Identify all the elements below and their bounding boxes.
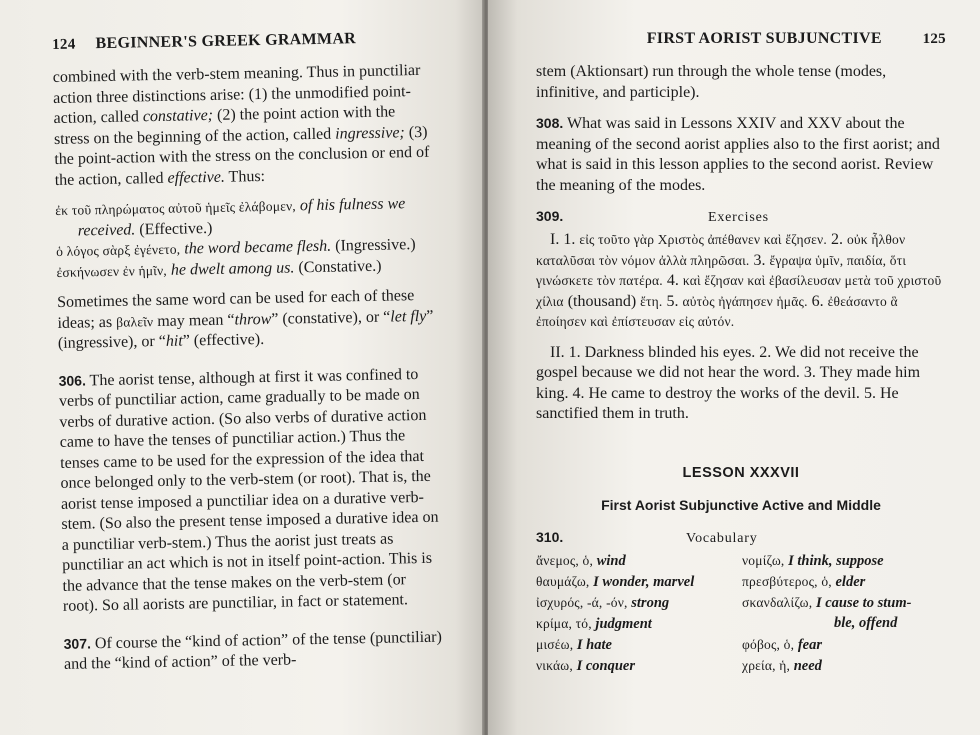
- vocab-item: ἰσχυρός, -ά, -όν, strong: [536, 594, 670, 611]
- vocab-item: νομίζω, I think, suppose: [742, 552, 884, 569]
- vocab-item: ἄνεμος, ὁ, wind: [536, 552, 626, 569]
- running-title: FIRST AORIST SUBJUNCTIVE: [646, 30, 882, 47]
- section-number: 308.: [536, 115, 564, 131]
- vocab-item: μισέω, I hate: [536, 636, 612, 653]
- lesson-title: LESSON XXXVII: [682, 464, 800, 481]
- exercise-part-2: II. 1. Darkness blinded his eyes. 2. We did not receive the gospel because we did not hear the word. 3. They made him king. 4. He came to destroy the works of the devil. 5. He sanctified them in truth.: [536, 343, 921, 422]
- sometimes-paragraph: Sometimes the same word can be used for each of these ideas; as βαλεῖν may mean “throw” (constative), or “let fly” (ingressive), or “hit” (effective).: [56, 287, 434, 352]
- left-page: [0, 0, 484, 735]
- section-308: 308. What was said in Lessons XXIV and XXV about the meaning of the second aorist applies also to the first aorist; and what is said in this lesson applies to the second aorist. Review the meaning of the modes.: [536, 115, 940, 194]
- vocab-item: σκανδαλίζω, I cause to stum-: [742, 594, 912, 611]
- vocab-item: χρεία, ἡ, need: [742, 657, 822, 674]
- exercises-heading: [536, 208, 946, 226]
- vocabulary-list: [536, 551, 946, 676]
- example-line: ὁ λόγος σὰρξ ἐγένετο, the word became flesh. (Ingressive.): [55, 236, 416, 259]
- example-line: ἐσκήνωσεν ἐν ἡμῖν, he dwelt among us. (Constative.): [56, 257, 382, 280]
- page-number: 125: [922, 31, 946, 47]
- right-page: [488, 0, 980, 735]
- vocab-item: νικάω, I conquer: [536, 657, 636, 674]
- running-title: BEGINNER'S GREEK GRAMMAR: [95, 30, 357, 53]
- exercise-part-1: I. 1. εἰς τοῦτο γὰρ Χριστὸς ἀπέθανεν καὶ ἔζησεν. 2. οὐκ ἦλθον καταλῦσαι τὸν νόμον ἀλλὰ πληρῶσαι. 3. ἔγραψα ὑμῖν, παιδία, ὅτι γινώσκετε τὸν πατέρα. 4. καὶ ἔζησαν καὶ ἐβασίλευσαν μετὰ τοῦ χριστοῦ χίλια (thousand) ἔτη. 5. αὐτὸς ἠγάπησεν ἡμᾶς. 6. ἐθεάσαντο ἃ ἐποίησεν καὶ ἐπίστευσαν εἰς αὐτόν.: [536, 231, 942, 329]
- vocab-item: φόβος, ὁ, fear: [742, 636, 822, 653]
- page-number: 124: [52, 36, 76, 53]
- section-number: 309.: [536, 208, 564, 224]
- vocab-item-continuation: ble, offend: [834, 614, 898, 631]
- left-running-head: [52, 29, 432, 54]
- vocab-item: θαυμάζω, I wonder, marvel: [536, 573, 695, 590]
- section-title: Vocabulary: [686, 530, 758, 546]
- lesson-subtitle: First Aorist Subjunctive Active and Middle: [601, 496, 881, 513]
- continued-paragraph: stem (Aktionsart) run through the whole tense (modes, infinitive, and participle).: [536, 63, 887, 101]
- section-307: 307. Of course the “kind of action” of the tense (punctiliar) and the “kind of action” of the verb-: [63, 628, 442, 673]
- vocab-item: κρίμα, τό, judgment: [536, 615, 652, 632]
- left-page-content: [52, 29, 444, 676]
- vocab-item: πρεσβύτερος, ὁ, elder: [742, 573, 866, 590]
- section-number: 310.: [536, 528, 564, 545]
- section-title: Exercises: [708, 210, 769, 225]
- right-running-head: [536, 30, 946, 48]
- section-number: 306.: [58, 371, 87, 389]
- section-number: 307.: [63, 634, 92, 652]
- intro-paragraph: combined with the verb-stem meaning. Thus in punctiliar action three distinctions arise: (1) the unmodified point-action, called constative; (2) the point action with the stress on the beginning of the action, called ingressive; (3) the point-action with the stress on the conclusion or end of the action, called effective. Thus:: [52, 61, 430, 189]
- right-page-content: [536, 30, 946, 676]
- vocabulary-heading: [536, 529, 946, 547]
- section-306: 306. The aorist tense, although at first it was confined to verbs of punctiliar action, came gradually to be made on verbs of durative action. (So also verbs of durative action came to have the tenses of punctiliar action.) Thus the tenses came to be used for the expression of the idea that once belonged only to the verb-stem (or root). That is, the aorist tense imposed a punctiliar idea on a durative verb-stem. (So also the present tense imposed a durative idea on a punctiliar verb-stem.) Thus the aorist just treats as punctiliar an act which is not in itself point-action. This is the advance that the tense makes on the verb-stem (or root). So all aorists are punctiliar, in fact or statement.: [58, 365, 439, 615]
- example-line: ἐκ τοῦ πληρώματος αὐτοῦ ἡμεῖς ἐλάβομεν, of his fulness we received. (Effective.): [55, 195, 406, 240]
